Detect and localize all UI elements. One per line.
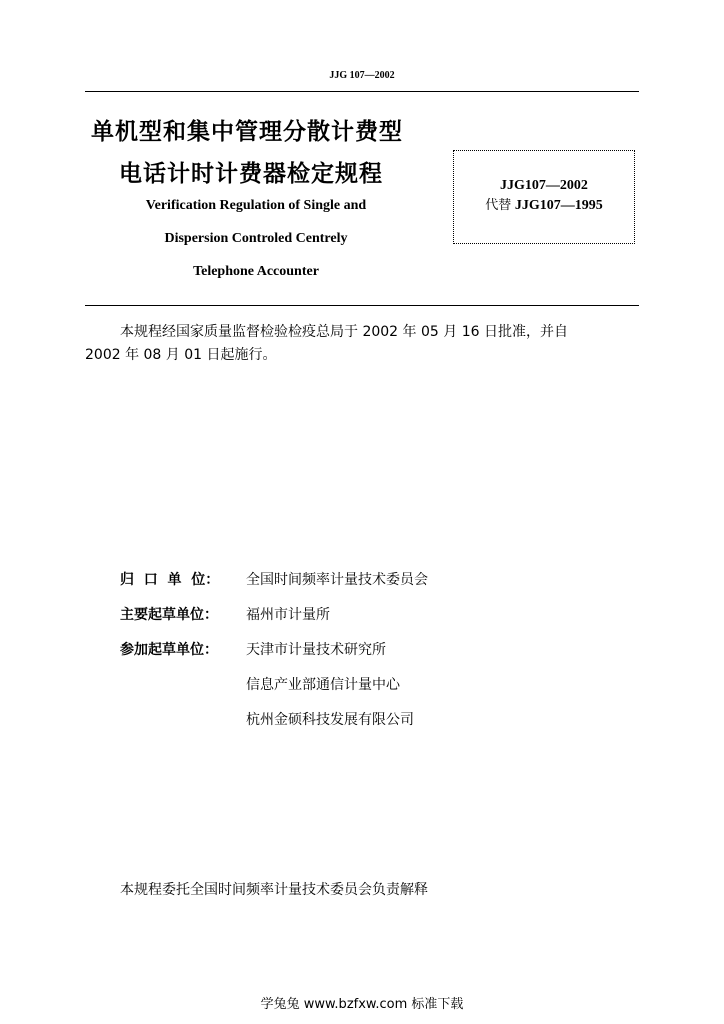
standard-code-box xyxy=(453,150,635,244)
main-drafter-label: 主要起草单位： xyxy=(120,607,218,623)
participating-drafter-3: 杭州金硕科技发展有限公司 xyxy=(246,712,414,728)
title-cn-line2: 电话计时计费器检定规程 xyxy=(119,161,383,187)
responsible-unit-value: 全国时间频率计量技术委员会 xyxy=(246,572,428,588)
main-drafter-row xyxy=(120,604,330,628)
interpretation-note: 本规程委托全国时间频率计量技术委员会负责解释 xyxy=(120,882,428,898)
responsible-unit-label: 归 口 单 位： xyxy=(120,572,220,588)
participating-drafter-label: 参加起草单位： xyxy=(120,642,218,658)
code-box-code: JJG107—2002 xyxy=(500,178,588,193)
approval-line1: 本规程经国家质量监督检验检疫总局于 2002 年 05 月 16 日批准，并自 xyxy=(120,324,568,340)
replaced-code: JJG107—1995 xyxy=(514,198,603,213)
code-box-replaces xyxy=(454,196,634,216)
approval-line2: 2002 年 08 月 01 日起施行。 xyxy=(85,347,277,363)
main-drafter-value: 福州市计量所 xyxy=(246,607,330,623)
participating-drafter-2: 信息产业部通信计量中心 xyxy=(246,677,400,693)
standard-code-header: JJG 107—2002 xyxy=(329,70,395,81)
title-en-line2: Dispersion Controled Centrely xyxy=(164,231,348,246)
replaces-label: 代替 xyxy=(485,198,512,213)
site-footer: 学兔兔 www.bzfxw.com 标准下载 xyxy=(260,997,464,1012)
responsible-unit-row xyxy=(120,569,428,593)
title-en-line3: Telephone Accounter xyxy=(193,264,319,279)
middle-rule xyxy=(85,305,639,306)
title-cn-line1: 单机型和集中管理分散计费型 xyxy=(91,119,403,145)
title-en-line1: Verification Regulation of Single and xyxy=(145,198,367,213)
top-rule xyxy=(85,91,639,92)
participating-drafter-1: 天津市计量技术研究所 xyxy=(246,642,386,658)
participating-drafter-row xyxy=(120,639,386,663)
